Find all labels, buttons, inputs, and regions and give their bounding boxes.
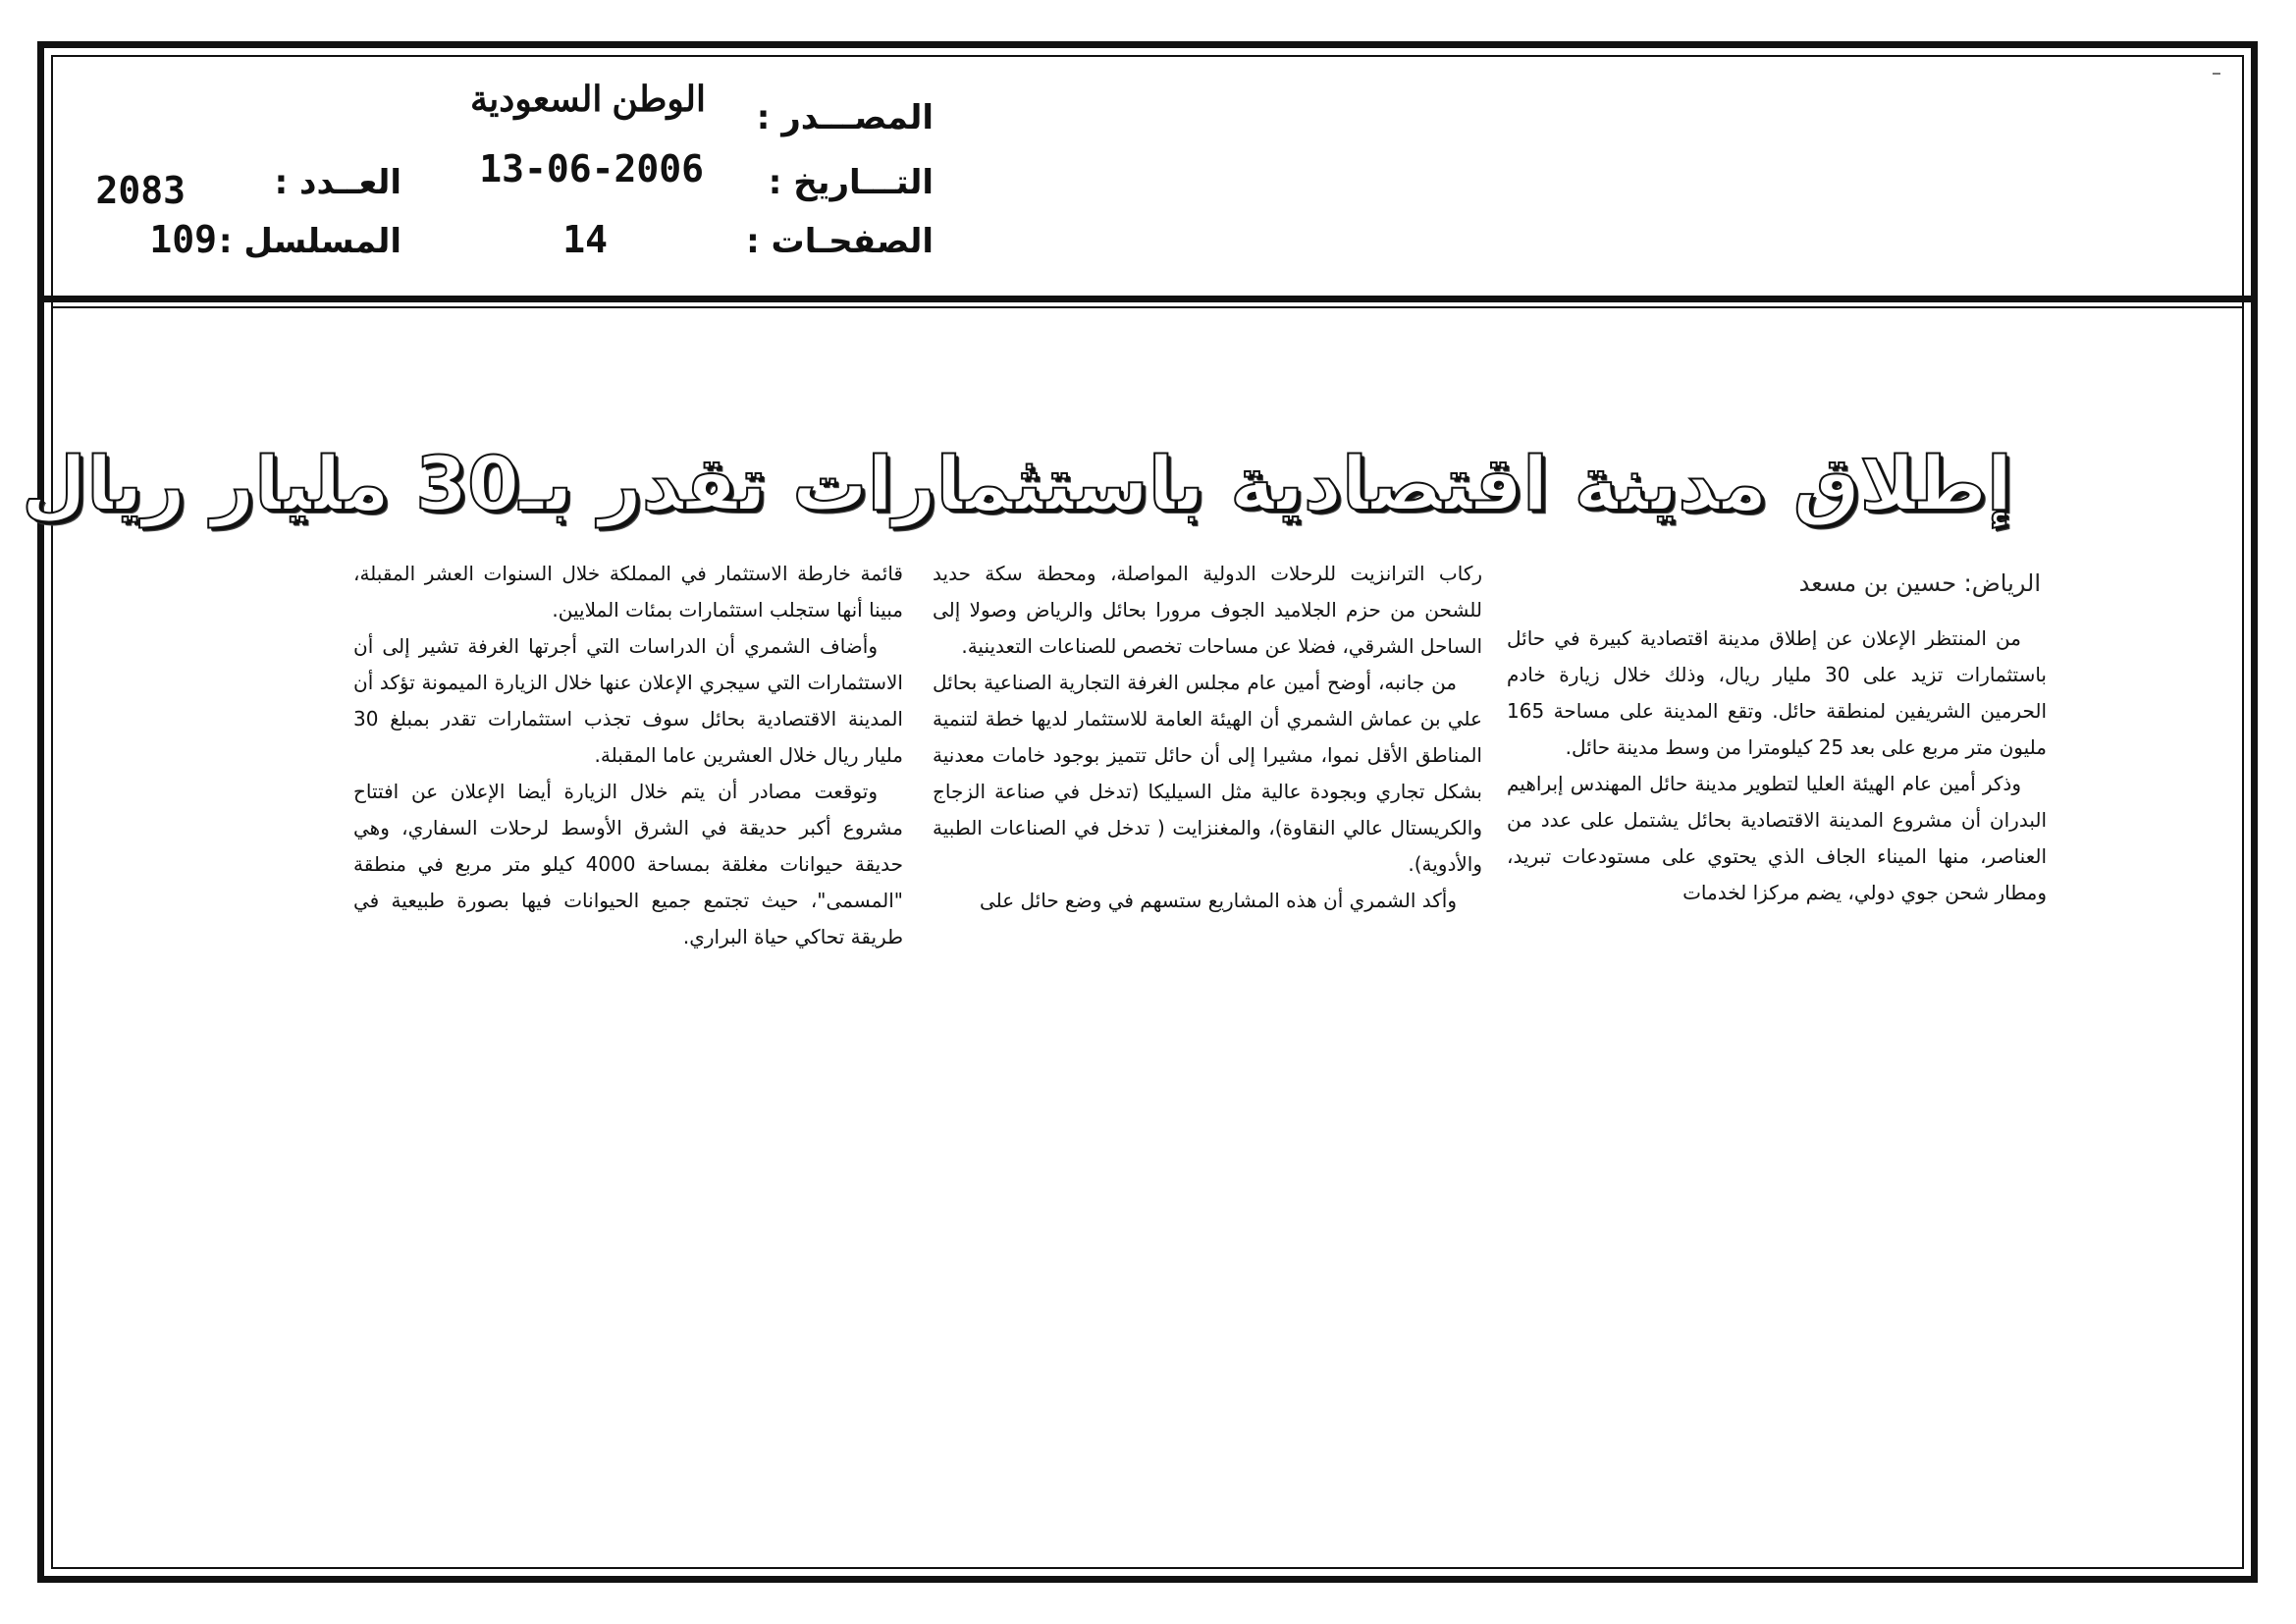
paragraph: وتوقعت مصادر أن يتم خلال الزيارة أيضا الإعلان عن افتتاح مشروع أكبر حديقة في الشرق الأوسط لرحلات السفاري، وهي حديقة حيوانات مغلقة بمساحة 4000 كيلو متر مربع في منطقة "المسمى"، حيث تجتمع جميع الحيوانات فيها بصورة طبيعية في طريقة تحاكي حياة البراري. xyxy=(353,780,904,948)
issue-value: 2083 xyxy=(95,169,186,212)
paragraph: من المنتظر الإعلان عن إطلاق مدينة اقتصادية كبيرة في حائل باستثمارات تزيد على 30 مليار ريال، وذلك خلال زيارة خادم الحرمين الشريفين لمنطقة حائل. وتقع المدينة على مساحة 165 مليون متر مربع على بعد 25 كيلومترا من وسط مدينة حائل. xyxy=(1507,626,2047,759)
paragraph: وذكر أمين عام الهيئة العليا لتطوير مدينة حائل المهندس إبراهيم البدران أن مشروع المدينة الاقتصادية بحائل يشتمل على عدد من العناصر، منها الميناء الجاف الذي يحتوي على مستودعات تبريد، ومطار شحن جوي دولي، يضم مركزا لخدمات xyxy=(1507,772,2047,904)
source-value: الوطن السعودية xyxy=(469,79,706,119)
issue-label: العــدد : xyxy=(274,163,401,202)
article-column-2 xyxy=(933,556,1482,919)
serial-label: المسلسل : xyxy=(218,222,401,261)
header-divider xyxy=(39,296,2256,302)
header-divider-thin xyxy=(51,306,2244,308)
paragraph: وأكد الشمري أن هذه المشاريع ستسهم في وضع حائل على xyxy=(979,889,1457,912)
article-byline: الرياض: حسين بن مسعد xyxy=(1798,569,2041,597)
paragraph: من جانبه، أوضح أمين عام مجلس الغرفة التجارية الصناعية بحائل علي بن عماش الشمري أن الهيئة العامة للاستثمار لديها خطة لتنمية المناطق الأقل نموا، مشيرا إلى أن حائل تتميز بوجود خامات معدنية بشكل تجاري وبجودة عالية مثل السيليكا (تدخل في صناعة الزجاج والكريستال عالي النقاوة)، والمغنزايت ( تدخل في الصناعات الطبية والأدوية). xyxy=(933,671,1482,876)
article-column-1 xyxy=(1507,621,2047,911)
date-value: 13-06-2006 xyxy=(479,147,704,190)
paragraph: ركاب الترانزيت للرحلات الدولية المواصلة، ومحطة سكة حديد للشحن من حزم الجلاميد الجوف مرورا بحائل والرياض وصولا إلى الساحل الشرقي، فضلا عن مساحات تخصص للصناعات التعدينية. xyxy=(933,562,1482,658)
paragraph: وأضاف الشمري أن الدراسات التي أجرتها الغرفة تشير إلى أن الاستثمارات التي سيجري الإعلان عنها خلال الزيارة الميمونة تؤكد أن المدينة الاقتصادية بحائل سوف تجذب استثمارات تقدر بمبلغ 30 مليار ريال خلال العشرين عاما المقبلة. xyxy=(353,634,903,767)
article-column-3 xyxy=(353,556,903,955)
article-headline: إطلاق مدينة اقتصادية باستثمارات تقدر بـ30 مليار ريال xyxy=(22,440,2012,527)
scan-mark xyxy=(2213,73,2220,75)
serial-value: 109 xyxy=(149,218,217,261)
source-label: المصـــدر : xyxy=(756,98,934,137)
pages-value: 14 xyxy=(562,218,608,261)
paragraph: قائمة خارطة الاستثمار في المملكة خلال السنوات العشر المقبلة، مبينا أنها ستجلب استثمارات بمئات الملايين. xyxy=(353,562,903,622)
date-label: التـــاريخ : xyxy=(768,163,934,202)
pages-label: الصفحـات : xyxy=(746,222,934,261)
